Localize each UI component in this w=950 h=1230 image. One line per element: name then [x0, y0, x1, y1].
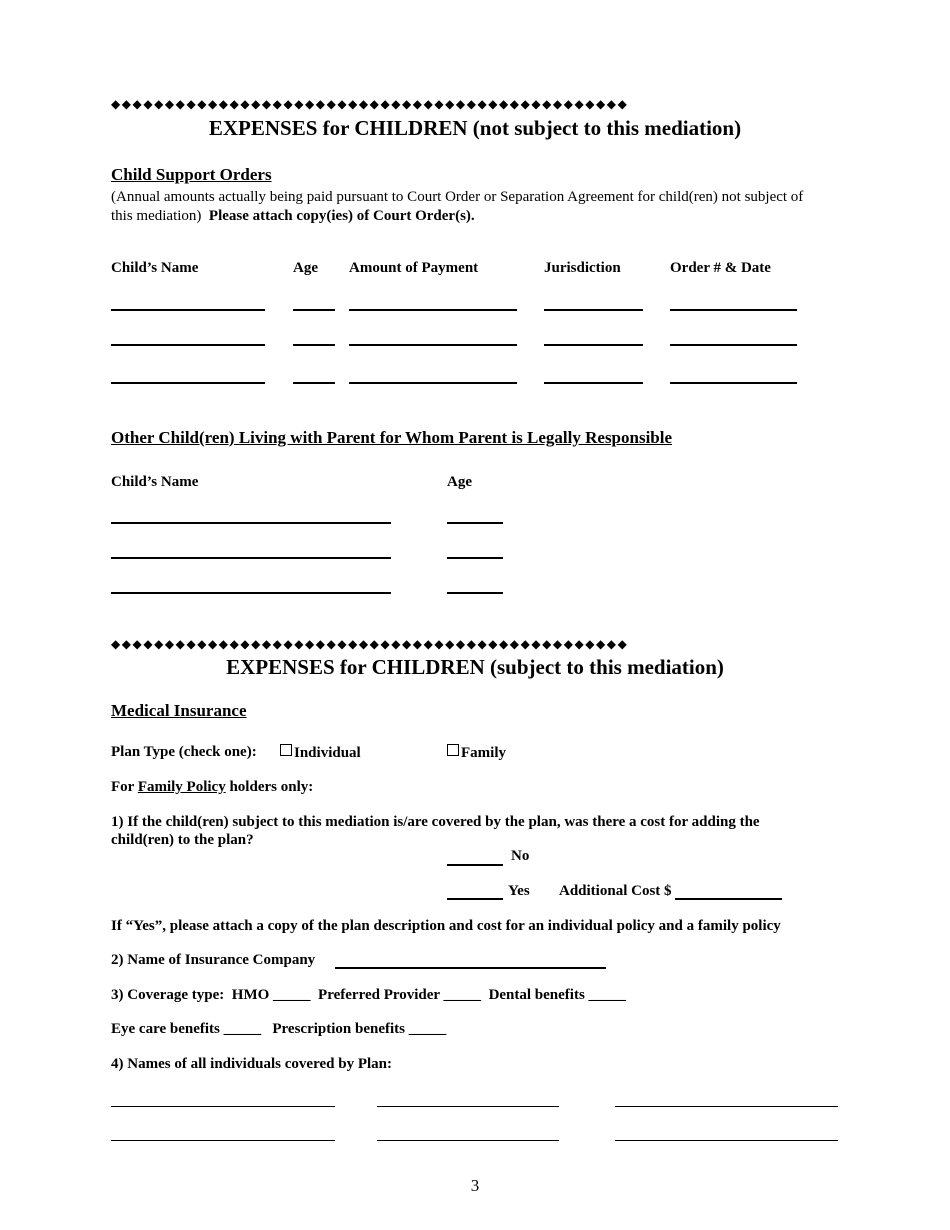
coverage-type-label: 3) Coverage type: [111, 987, 225, 1003]
support-row3-name-field[interactable] [111, 382, 265, 384]
question-1: 1) If the child(ren) subject to this mediation is/are covered by the plan, was there a cost for adding the child(ren) to the plan? [111, 814, 760, 848]
benefits-line [111, 1021, 446, 1038]
support-row3-age-field[interactable] [293, 382, 335, 384]
section2-title: EXPENSES for CHILDREN (subject to this mediation) [226, 655, 724, 679]
yes-attach-note: If “Yes”, please attach a copy of the plan description and cost for an individual policy and a family policy [111, 918, 781, 934]
col-jurisdiction: Jurisdiction [544, 260, 621, 276]
support-row1-jurisdiction-field[interactable] [544, 309, 643, 311]
divider-middle: ◆◆◆◆◆◆◆◆◆◆◆◆◆◆◆◆◆◆◆◆◆◆◆◆◆◆◆◆◆◆◆◆◆◆◆◆◆◆◆◆◆◆◆◆◆◆◆◆ [111, 637, 629, 651]
other-row1-age-field[interactable] [447, 522, 503, 524]
support-row1-amount-field[interactable] [349, 309, 517, 311]
additional-cost-label: Additional Cost $ [559, 883, 672, 899]
support-row1-name-field[interactable] [111, 309, 265, 311]
plan-type-label: Plan Type (check one): [111, 744, 257, 760]
covered-individual-field-2[interactable] [377, 1106, 559, 1107]
other-row1-name-field[interactable] [111, 522, 391, 524]
support-row2-name-field[interactable] [111, 344, 265, 346]
eye-care-benefits[interactable]: Eye care benefits _____ [111, 1021, 262, 1037]
covered-individual-field-5[interactable] [377, 1140, 559, 1141]
other-col-childs-name: Child’s Name [111, 474, 199, 490]
col-amount-of-payment: Amount of Payment [349, 260, 479, 276]
answer-yes-label: Yes [508, 883, 530, 899]
question-2-label: 2) Name of Insurance Company [111, 952, 316, 968]
col-order-date: Order # & Date [670, 260, 771, 276]
family-only-pre: For [111, 779, 135, 795]
child-support-desc-normal: this mediation) [111, 208, 202, 224]
individual-checkbox[interactable] [280, 744, 292, 756]
medical-insurance-heading: Medical Insurance [111, 701, 247, 720]
covered-individual-field-6[interactable] [615, 1140, 838, 1141]
covered-individual-field-3[interactable] [615, 1106, 838, 1107]
answer-no-label: No [511, 848, 530, 864]
divider-top: ◆◆◆◆◆◆◆◆◆◆◆◆◆◆◆◆◆◆◆◆◆◆◆◆◆◆◆◆◆◆◆◆◆◆◆◆◆◆◆◆◆◆◆◆◆◆◆◆ [111, 97, 629, 111]
support-row2-amount-field[interactable] [349, 344, 517, 346]
support-row3-jurisdiction-field[interactable] [544, 382, 643, 384]
prescription-benefits[interactable]: Prescription benefits _____ [272, 1021, 447, 1037]
covered-individual-field-1[interactable] [111, 1106, 335, 1107]
other-row2-name-field[interactable] [111, 557, 391, 559]
additional-cost-field[interactable] [675, 898, 782, 900]
support-row3-amount-field[interactable] [349, 382, 517, 384]
other-row2-age-field[interactable] [447, 557, 503, 559]
answer-no-field[interactable] [447, 864, 503, 866]
coverage-hmo[interactable]: HMO _____ [231, 987, 311, 1003]
family-only-note [111, 779, 313, 796]
col-childs-name: Child’s Name [111, 260, 199, 276]
coverage-dental[interactable]: Dental benefits _____ [488, 987, 627, 1003]
answer-yes-field[interactable] [447, 898, 503, 900]
covered-individual-field-4[interactable] [111, 1140, 335, 1141]
section1-title: EXPENSES for CHILDREN (not subject to this mediation) [208, 116, 742, 140]
support-row2-age-field[interactable] [293, 344, 335, 346]
child-support-heading: Child Support Orders [111, 165, 272, 184]
page-number: 3 [470, 1176, 480, 1195]
child-support-desc-line1: (Annual amounts actually being paid pursuant to Court Order or Separation Agreement for child(ren) not subject of [111, 189, 804, 205]
support-row2-order-field[interactable] [670, 344, 797, 346]
support-row3-order-field[interactable] [670, 382, 797, 384]
individual-label: Individual [294, 745, 361, 761]
other-row3-name-field[interactable] [111, 592, 391, 594]
family-label: Family [461, 745, 506, 761]
option-individual[interactable] [280, 744, 361, 762]
question-3 [111, 987, 626, 1004]
other-children-heading: Other Child(ren) Living with Parent for Whom Parent is Legally Responsible [111, 428, 673, 447]
family-only-link: Family Policy [137, 779, 226, 795]
family-only-post: holders only: [229, 779, 314, 795]
support-row1-age-field[interactable] [293, 309, 335, 311]
support-row2-jurisdiction-field[interactable] [544, 344, 643, 346]
child-support-attach-note: Please attach copy(ies) of Court Order(s). [208, 208, 475, 224]
other-col-age: Age [447, 474, 472, 490]
option-family[interactable] [447, 744, 506, 762]
col-age: Age [293, 260, 318, 276]
other-row3-age-field[interactable] [447, 592, 503, 594]
question-4: 4) Names of all individuals covered by Plan: [111, 1056, 392, 1072]
family-checkbox[interactable] [447, 744, 459, 756]
child-support-desc-line2 [111, 208, 475, 225]
insurance-company-field[interactable] [335, 967, 606, 969]
coverage-ppo[interactable]: Preferred Provider _____ [318, 987, 482, 1003]
support-row1-order-field[interactable] [670, 309, 797, 311]
